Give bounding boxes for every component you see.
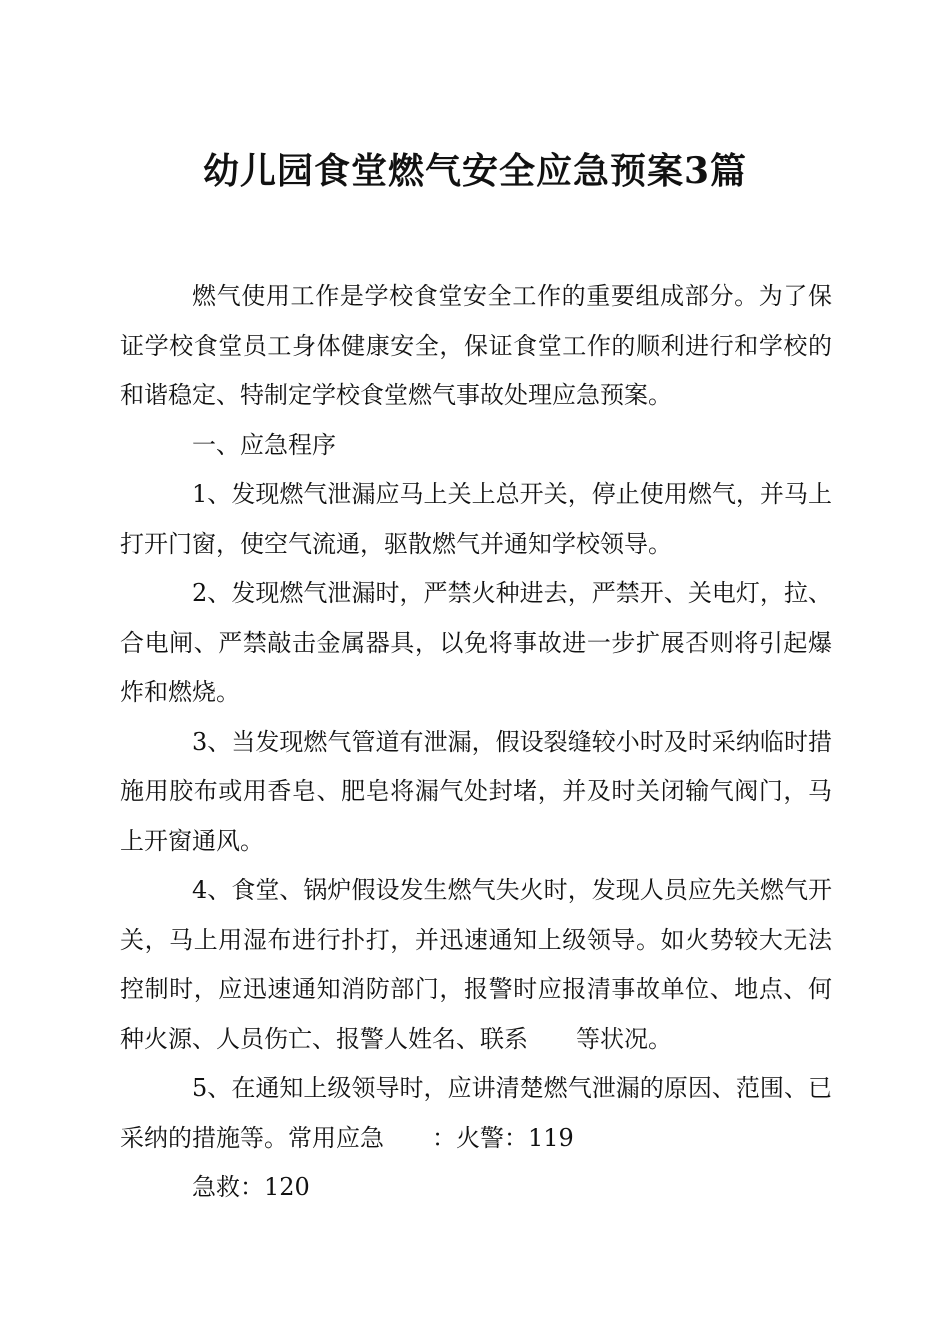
section-heading-emergency-procedure: 一、应急程序 (192, 430, 336, 459)
paragraph-item-2: 2、发现燃气泄漏时，严禁火种进去，严禁开、关电灯，拉、合电闸、严禁敲击金属器具，以免将事故进一步扩展否则将引起爆炸和燃烧。 (120, 579, 832, 706)
paragraph-item-1: 1、发现燃气泄漏应马上关上总开关，停止使用燃气，并马上打开门窗，使空气流通，驱散燃气并通知学校领导。 (120, 480, 832, 558)
paragraph-ambulance-number: 急救：120 (192, 1173, 310, 1201)
paragraph-intro: 燃气使用工作是学校食堂安全工作的重要组成部分。为了保证学校食堂员工身体健康安全，保证食堂工作的顺利进行和学校的和谐稳定、特制定学校食堂燃气事故处理应急预案。 (120, 282, 832, 409)
paragraph-item-3: 3、当发现燃气管道有泄漏，假设裂缝较小时及时采纳临时措施用胶布或用香皂、肥皂将漏气处封堵，并及时关闭输气阀门，马上开窗通风。 (120, 727, 832, 855)
document-title: 幼儿园食堂燃气安全应急预案3篇 (202, 150, 748, 192)
document-body (120, 272, 832, 1213)
paragraph-item-4: 4、食堂、锅炉假设发生燃气失火时，发现人员应先关燃气开关，马上用湿布进行扑打，并迅速通知上级领导。如火势较大无法控制时，应迅速通知消防部门，报警时应报清事故单位、地点、何种火源、人员伤亡、报警人姓名、联系 等状况。 (120, 876, 832, 1053)
paragraph-item-5: 5、在通知上级领导时，应讲清楚燃气泄漏的原因、范围、已采纳的措施等。常用应急 ：火警：119 (120, 1074, 832, 1152)
